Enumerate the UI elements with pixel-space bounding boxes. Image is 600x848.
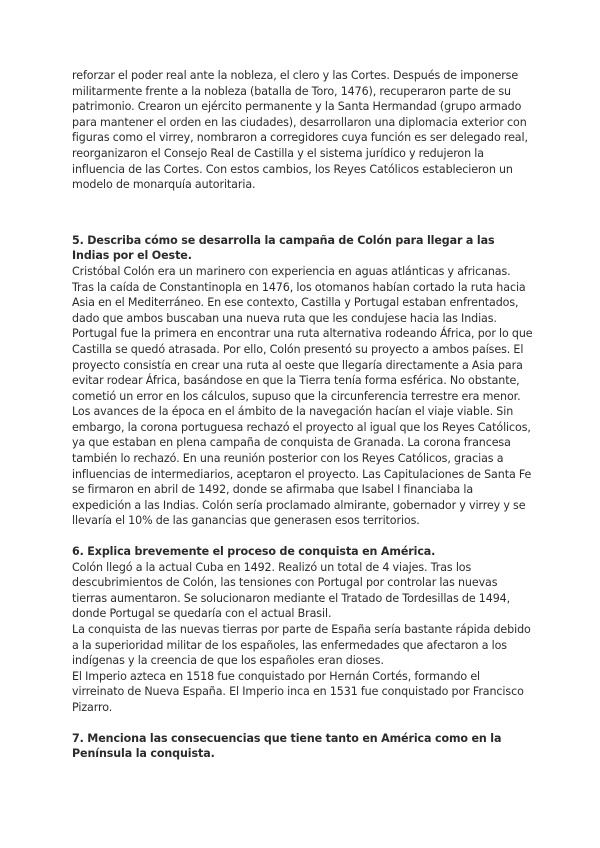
document-page [72,68,534,762]
intro-paragraph: reforzar el poder real ante la nobleza, el clero y las Cortes. Después de imponerse militarmente frente a la nobleza (batalla de Toro, 1476), recuperaron parte de su patrimonio. Crearon un ejército permanente y la Santa Hermandad (grupo armado para mantener el orden en las ciudades), desarrollaron una diplomacia exterior con figuras como el virrey, nombraron a corregidores cuya función es ser delegado real, reorganizaron el Consejo Real de Castilla y el sistema jurídico y redujeron la influencia de las Cortes. Con estos cambios, los Reyes Católicos establecieron un modelo de monarquía autoritaria. [72,69,528,192]
section-6-paragraph: El Imperio azteca en 1518 fue conquistado por Hernán Cortés, formando el virreinato de Nueva España. El Imperio inca en 1531 fue conquistado por Francisco Pizarro. [72,669,524,714]
question-6-heading: 6. Explica brevemente el proceso de conquista en América. [72,545,436,559]
section-6-paragraph: Colón llegó a la actual Cuba en 1492. Realizó un total de 4 viajes. Tras los descubrimientos de Colón, las tensiones con Portugal por controlar las nuevas tierras aumentaron. Se solucionaron mediante el Tratado de Tordesillas de 1494, donde Portugal se quedaría con el actual Brasil. [72,560,511,621]
spacer [72,529,534,544]
question-7-heading: 7. Menciona las consecuencias que tiene tanto en América como en la Península la conquista. [72,731,502,761]
spacer [72,716,534,731]
question-5-heading: 5. Describa cómo se desarrolla la campaña de Colón para llegar a las Indias por el Oeste. [72,233,495,263]
spacer [72,193,534,233]
section-6-paragraph: La conquista de las nuevas tierras por parte de España sería bastante rápida debido a la superioridad militar de los españoles, las enfermedades que afectaron a los indígenas y la creencia de que los españoles eran dioses. [72,623,531,668]
section-5-paragraph: Tras la caída de Constantinopla en 1476, los otomanos habían cortado la ruta hacia Asia en el Mediterráneo. En ese contexto, Castilla y Portugal estaban enfrentados, dado que ambos buscaban una nueva ruta que les condujese hacia las Indias. Portugal fue la primera en encontrar una ruta alternativa rodeando África, por lo que Castilla se quedó atrasada. Por ello, Colón presentó su proyecto a ambos países. El proyecto consistía en crear una ruta al oeste que llegaría directamente a Asia para evitar rodear África, basándose en que la Tierra tenía forma esférica. No obstante, cometió un error en los cálculos, supuso que la circunferencia terrestre era menor. Los avances de la época en el ámbito de la navegación hacían el viaje viable. Sin embargo, la corona portuguesa rechazó el proyecto al igual que los Reyes Católicos, ya que estaban en plena campaña de conquista de Granada. La corona francesa también lo rechazó. En una reunión posterior con los Reyes Católicos, gracias a influencias de intermediarios, aceptaron el proyecto. Las Capitulaciones de Santa Fe se firmaron en abril de 1492, donde se afirmaba que Isabel I financiaba la expedición a las Indias. Colón sería proclamado almirante, gobernador y virrey y se llevaría el 10% de las ganancias que generasen esos territorios. [72,280,533,528]
section-5-paragraph: Cristóbal Colón era un marinero con experiencia en aguas atlánticas y africanas. [72,264,511,278]
